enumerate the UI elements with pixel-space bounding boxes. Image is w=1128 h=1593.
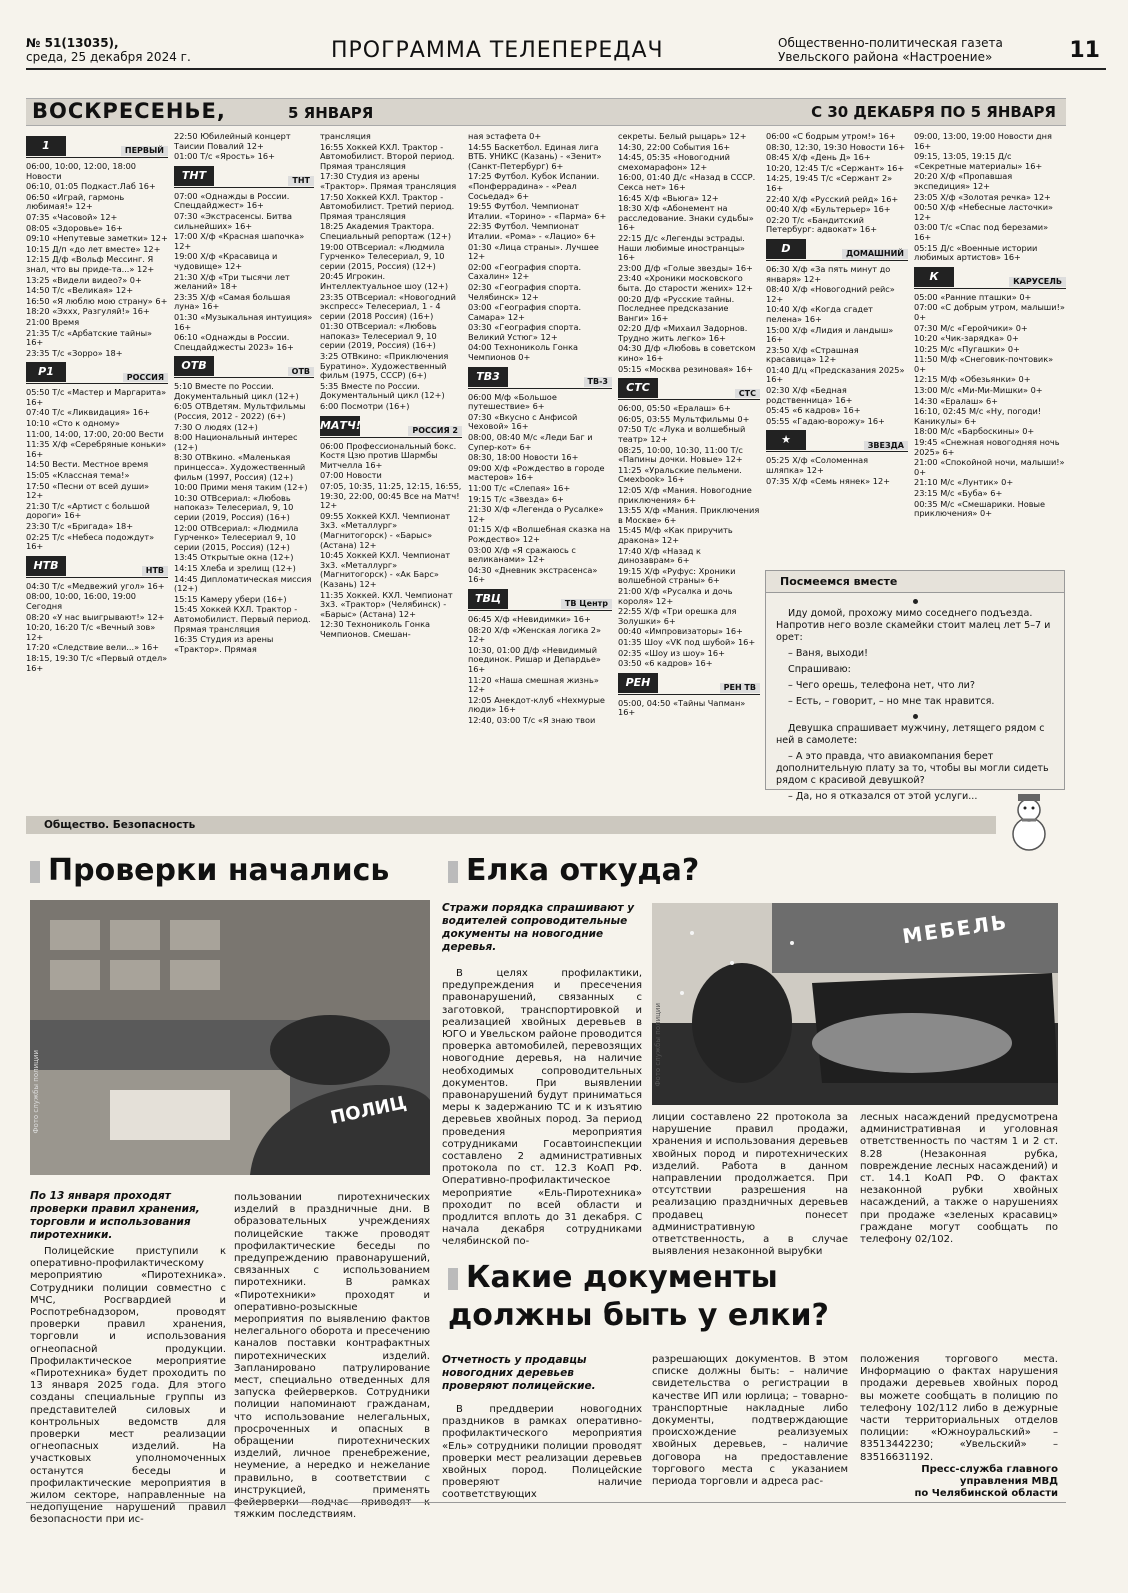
article-2-column-3 [860, 1112, 1058, 1246]
program-listing: 03:30 «География спорта. Великий Устюг» 12+ [468, 322, 582, 342]
program-listing: 02:20 Т/с «Бандитский Петербург: адвокат» 16+ [766, 214, 878, 235]
article-3-signature: Пресс-служба главного [921, 1463, 1058, 1475]
program-listing: 8:30 ОТВкино. «Маленькая принцесса». Художественный фильм (1997, Россия) (12+) [174, 452, 306, 482]
program-listing: 12:40, 03:00 Т/с «Я знаю твои [468, 714, 596, 725]
program-listing: 08:20 Х/ф «Женская логика 2» 12+ [468, 624, 602, 645]
bullet-dot [913, 599, 918, 604]
program-listing: 21:00 Время [26, 316, 80, 327]
joke-line: – Ваня, выходи! [788, 648, 868, 659]
article-3-lead: Отчетность у продавцы новогодних деревьев проверяют полицейские. [442, 1354, 596, 1392]
program-listing: 20:45 Игрокин. Интеллектуальное шоу (12+) [320, 271, 449, 291]
program-listing: 11:25 «Уральские пельмени. Смехbook» 16+ [618, 464, 742, 485]
program-listing: 08:30, 18:00 Новости 16+ [468, 452, 579, 463]
channel-header [618, 378, 760, 400]
channel-header [174, 356, 314, 378]
program-listing: 22:55 Х/ф «Три орешка для Золушки» 6+ [618, 606, 737, 626]
joke-line: – Чего орешь, телефона нет, что ли? [788, 680, 975, 691]
bullet-dot [913, 714, 918, 719]
program-listing: 21:30 Х/ф «Легенда о Русалке» 12+ [468, 504, 604, 524]
program-listing: 21:30 Х/ф «Три тысячи лет желаний» 18+ [174, 271, 290, 292]
program-listing: 13:25 «Видели видео?» 0+ [26, 274, 142, 285]
program-listing: 10:20, 16:20 Т/с «Вечный зов» 12+ [26, 622, 156, 642]
program-listing: 23:40 «Хроники московского быта. До старости жених» 12+ [618, 273, 754, 293]
program-listing: 14:50 Т/с «Великая» 12+ [26, 285, 134, 296]
channel-logo: ТНТ [174, 166, 214, 186]
program-listing: 17:00 Х/ф «Красная шапочка» 12+ [174, 231, 305, 251]
channel-name: ЗВЕЗДА [864, 441, 908, 451]
channel-name: ДОМАШНИЙ [842, 249, 908, 259]
channel-header [26, 136, 168, 158]
article-2-headline: Елка откуда? [448, 855, 699, 887]
program-listing: 05:25 Х/ф «Соломенная шляпка» 12+ [766, 455, 869, 476]
program-listing: 22:15 Д/с «Легенды эстрады. Наши любимые иностранцы» 16+ [618, 232, 745, 263]
program-listing: 06:30 Х/ф «За пять минут до января» 12+ [766, 263, 891, 284]
program-listing: 13:45 Открытые окна (12+) [174, 552, 294, 563]
program-listing: 10:15 Д/п «до лет вместе» 12+ [26, 243, 161, 254]
program-listing: ная эстафета 0+ [468, 131, 542, 141]
program-listing: 05:55 «Гадаю-ворожу» 16+ [766, 415, 885, 426]
program-listing: 02:30 Х/ф «Бедная родственница» 16+ [766, 385, 853, 405]
program-listing: 23:35 Х/ф «Самая большая луна» 16+ [174, 291, 291, 312]
program-listing: 23:35 ОТВсериал: «Новогодний экспресс» Телесериал, 1 - 4 серии (2018 Россия) (16+) [320, 291, 456, 321]
program-listing: 17:50 Хоккей КХЛ. Трактор - Автомобилист. Третий период. Прямая трансляция [320, 191, 455, 221]
program-listing: 01:30 «Лица страны». Лучшее 12+ [468, 241, 599, 262]
program-listing: 06:00 «С бодрым утром!» 16+ [766, 131, 896, 141]
program-listing: 22:35 Футбол. Чемпионат Италии. «Рома» - «Лацио» 6+ [468, 221, 597, 241]
article-1-column-1 [30, 1246, 226, 1526]
article-2-paragraph: В целях профилактики, предупреждения и пресечения правонарушений, связанных с заготовкой, транспортировкой и реализацией хвойных деревьев в ЮГО и Увельском районе проводится проверка автомобилей, перевозящих новогодние деревья, на наличие необходимых сопроводительных документов. При выявлении правонарушений будут приниматься меры к задержанию ТС и к изъятию деревьев хвойных пород. За период проведения мероприятия сотрудниками Госавтоинспекции составлено 2 административных протокола по ст. 12.3 КоАП РФ. Оперативно-профилактическое мероприятие «Ель-Пиротехника» проходит по всей области и продлится вплоть до 31 декабря. С начала декабря сотрудниками челябинской по- [442, 968, 642, 1248]
program-listing: 12:15 М/ф «Обезьянки» 0+ [914, 374, 1031, 385]
program-listing: 18:20 «Эххх, Разгуляй!» 16+ [26, 306, 150, 317]
program-listing: 07:30 «Экстрасенсы. Битва сильнейших» 16+ [174, 210, 292, 231]
program-listing: 14:25, 19:45 Т/с «Сержант 2» 16+ [766, 173, 893, 193]
channel-logo: К [914, 267, 954, 287]
program-listing: 00:50 Х/ф «Небесные ласточки» 12+ [914, 202, 1054, 222]
channel-header [618, 673, 760, 695]
program-listing: 23:05 Х/ф «Золотая речка» 12+ [914, 191, 1051, 202]
program-listing: 6:05 ОТВдетям. Мультфильмы (Россия, 2012 - 2022) (6+) [174, 401, 306, 422]
channel-logo: ★ [766, 430, 806, 450]
police-patch-text: ПОЛИЦ [328, 1092, 409, 1129]
program-listing: 06:00, 05:50 «Ералаш» 6+ [618, 403, 731, 414]
program-listing: 05:50 Т/с «Мастер и Маргарита» 16+ [26, 387, 167, 407]
program-listing: трансляция [320, 131, 371, 141]
masthead [26, 34, 1106, 70]
program-listing: 09:15, 13:05, 19:15 Д/с «Секретные материалы» 16+ [914, 151, 1043, 171]
day-date: 5 ЯНВАРЯ [288, 104, 374, 122]
channel-name: ПЕРВЫЙ [121, 146, 168, 156]
program-listing: 08:25, 10:00, 10:30, 11:00 Т/с «Папины дочки. Новые» 12+ [618, 444, 743, 465]
program-listing: 06:00 М/ф «Большое путешествие» 6+ [468, 391, 557, 412]
program-listing: 04:00 Технониколь Гонка Чемпионов 0+ [468, 342, 579, 363]
program-listing: 10:20 «Чик-зарядка» 0+ [914, 333, 1019, 344]
program-listing: 08:00, 10:00, 16:00, 19:00 Сегодня [26, 591, 136, 611]
article-3-signature: по Челябинской области [914, 1488, 1058, 1500]
program-listing: 06:10, 01:05 Подкаст.Лаб 16+ [26, 181, 156, 192]
joke-line: Иду домой, прохожу мимо соседнего подъезда. Напротив него возле скамейки стоит малец лет 5–7 и орет: [776, 608, 1051, 643]
program-listing: 07:00 «С добрым утром, малыши!» 0+ [914, 302, 1065, 322]
issue-date: среда, 25 декабря 2024 г. [26, 50, 191, 64]
program-listing: 8:00 Национальный интерес (12+) [174, 432, 298, 452]
program-listing: 23:35 Т/с «Зорро» 18+ [26, 347, 123, 358]
program-listing: 17:25 Футбол. Кубок Испании. «Понферрадина» - «Реал Сосьедад» 6+ [468, 171, 600, 201]
channel-name: ОТВ [288, 367, 314, 377]
program-listing: 19:45 «Снежная новогодняя ночь 2025» 6+ [914, 437, 1060, 457]
program-listing: 09:00, 13:00, 19:00 Новости дня 16+ [914, 131, 1052, 151]
program-listing: 08:00, 08:40 М/с «Леди Баг и Супер-кот» 6+ [468, 432, 593, 452]
program-listing: 18:15, 19:30 Т/с «Первый отдел» 16+ [26, 652, 168, 673]
program-listing: 19:00 ОТВсериал: «Людмила Гурченко» Телесериал, 9, 10 серии (2015, Россия) (12+) [320, 241, 445, 271]
program-listing: 14:55 Баскетбол. Единая лига ВТБ. УНИКС (Казань) - «Зенит» (Санкт-Петербург) 6+ [468, 141, 602, 171]
program-listing: 14:30, 22:00 События 16+ [618, 141, 731, 152]
channel-logo: СТС [618, 378, 658, 398]
program-listing: 01:30 «Музыкальная интуиция» 16+ [174, 311, 313, 332]
program-listing: 00:35 М/с «Смешарики. Новые приключения» 0+ [914, 498, 1046, 519]
program-listing: 01:15 Х/ф «Волшебная сказка на Рождество» 12+ [468, 524, 611, 544]
article-3-paragraph: положения торгового места. Информацию о фактах нарушения продажи деревьев хвойных пород вы можете сообщать в полицию по телефону 102/112 либо в дежурные части территориальных отделов полиции: «Южноуральский» – 83513442230; «Увельский» – 83516631192. [860, 1354, 1058, 1463]
program-listing: 16:35 Студия из арены «Трактор». Прямая [174, 634, 274, 654]
article-1-lead: По 13 января проходят проверки правил хранения, торговли и использования пиротехники. [30, 1190, 200, 1241]
tv-column [914, 132, 1066, 562]
joke-line: – Есть, – говорит, – но мне так нравится. [788, 696, 995, 707]
program-listing: 03:00 Т/с «Спас под березами» 16+ [914, 222, 1049, 242]
program-listing: 07:30 М/с «Геройчики» 0+ [914, 322, 1028, 333]
program-listing: 00:40 «Импровизаторы» 16+ [618, 626, 743, 637]
day-banner [26, 98, 1066, 126]
program-listing: 08:30, 12:30, 19:30 Новости 16+ [766, 141, 906, 152]
tv-column [766, 132, 908, 562]
program-listing: 03:00 «География спорта. Самара» 12+ [468, 302, 582, 322]
channel-name: РОССИЯ [123, 373, 168, 383]
program-listing: 08:40 Х/ф «Новогодний рейс» 12+ [766, 284, 895, 304]
program-listing: 14:45, 05:35 «Новогодний смехомарафон» 12+ [618, 152, 730, 172]
program-listing: 17:40 Х/ф «Назад к динозаврам» 6+ [618, 545, 701, 566]
program-listing: 15:00 Х/ф «Лидия и ландыш» 16+ [766, 324, 894, 345]
program-listing: 23:50 Х/ф «Страшная красавица» 12+ [766, 344, 859, 365]
channel-logo: ТВ3 [468, 367, 508, 387]
channel-name: РЕН ТВ [720, 683, 760, 693]
program-listing: 09:55 Хоккей КХЛ. Чемпионат 3х3. «Металлург» (Магнитогорск) - «Барыс» (Астана) 12+ [320, 510, 451, 550]
channel-logo: МАТЧ! [320, 416, 360, 436]
article-3-paragraph: В преддверии новогодних праздников в рамках оперативно-профилактического мероприятия «Ель» сотрудники полиции проводят проверки мест реализации деревьев хвойных пород. Полицейские проверяют наличие соответствующих [442, 1404, 642, 1501]
channel-header [766, 430, 908, 452]
photo-credit: Фото службы полиции [32, 1050, 40, 1134]
issue-info [26, 36, 191, 64]
program-listing: 17:30 Студия из арены «Трактор». Прямая трансляция [320, 171, 457, 191]
article-1-paragraph: пользовании пиротехнических изделий в праздничные дни. В образовательных учреждениях полицейские также проводят профилактические беседы по предупреждению правонарушений, связанных с использованием пиротехники. В рамках «Пиротехники» проходят и оперативно-розыскные мероприятия по выявлению фактов нелегального оборота и пресечению каналов поставки контрафактных пиротехнических изделий. Запланировано патрулирование мест, специально отведенных для запуска фейерверков. Сотрудники полиции напоминают гражданам, что использование нелегальных, просроченных и опасных в обращении пиротехнических изделий, личное пренебрежение, неумение, а нередко и нежелание правильно, в соответствии с инструкцией, применять фейерверки подчас приводят к тяжким последствиям. [234, 1192, 430, 1521]
program-listing: 07:35 Х/ф «Семь нянек» 12+ [766, 475, 891, 486]
program-listing: 07:00 Новости [320, 470, 382, 481]
channel-name: СТС [735, 389, 760, 399]
program-listing: 7:30 О людях (12+) [174, 421, 258, 432]
channel-logo: ОТВ [174, 356, 214, 376]
program-listing: 15:15 Камеру убери (16+) [174, 593, 287, 604]
program-listing: 00:20 Д/ф «Русские тайны. Последнее предсказание Ванги» 16+ [618, 293, 735, 323]
program-listing: 05:15 Д/с «Военные истории любимых артистов» 16+ [914, 242, 1038, 263]
program-listing: 09:00 Х/ф «Рождество в городе мастеров» 16+ [468, 462, 605, 483]
program-listing: 08:45 Х/ф «День Д» 16+ [766, 152, 871, 163]
program-listing: 09:10 «Непутевые заметки» 12+ [26, 233, 168, 244]
program-listing: 21:35 Т/с «Арбатские тайны» 16+ [26, 327, 153, 348]
channel-name: НТВ [142, 566, 168, 576]
section-bar: Общество. Безопасность [26, 816, 996, 834]
article-3-headline-line-2: должны быть у елки? [448, 1298, 829, 1333]
tv-column [320, 132, 462, 792]
program-listing: 04:30 «Дневник экстрасенса» 16+ [468, 564, 598, 585]
program-listing: 08:05 «Здоровье» 16+ [26, 222, 123, 233]
program-listing: 13:55 Х/ф «Мания. Приключения в Москве» 6+ [618, 505, 760, 525]
channel-logo: Р1 [26, 362, 66, 382]
program-listing: 14:45 Дипломатическая миссия (12+) [174, 573, 312, 594]
program-listing: 02:35 «Шоу из шоу» 16+ [618, 647, 725, 658]
article-1-headline: Проверки начались [30, 855, 389, 887]
program-listing: 05:00, 04:50 «Тайны Чапман» 16+ [618, 697, 746, 718]
article-3-headline-line-1: Какие документы [448, 1262, 778, 1294]
police-inspection-image [30, 900, 430, 1175]
program-listing: 08:20 «У нас выигрывают!» 12+ [26, 611, 165, 622]
program-listing: 11:35 Хоккей. КХЛ. Чемпионат 3х3. «Трактор» (Челябинск) - «Барыс» (Астана) 12+ [320, 589, 453, 619]
program-listing: 12:05 Х/ф «Мания. Новогодние приключения» 6+ [618, 485, 752, 505]
program-listing: 18:00 М/с «Барбоскины» 0+ [914, 426, 1035, 437]
program-listing: 19:15 Т/с «Звезда» 6+ [468, 493, 564, 504]
program-listing: 11:00 Т/с «Слепая» 16+ [468, 483, 571, 493]
program-listing: 15:45 М/ф «Как приручить дракона» 12+ [618, 525, 733, 545]
program-listing: 22:40 Х/ф «Русский рейд» 16+ [766, 193, 899, 204]
program-listing: 5:35 Вместе по России. Документальный цикл (12+) [320, 380, 445, 401]
program-listing: 22:50 Юбилейный концерт Таисии Повалий 12+ [174, 131, 291, 151]
channel-name: ТВ-3 [584, 377, 612, 387]
program-listing: 10:30, 01:00 Д/ф «Невидимый поединок. Ришар и Депардье» 16+ [468, 644, 601, 674]
article-2-paragraph: лесных насаждений предусмотрена административная и уголовная ответственность по частям 1 и 2 ст. 8.28 (Незаконная рубка, повреждение лесных насаждений) и ст. 14.1 КоАП РФ. О фактах незаконной рубки хвойных насаждений, а также о нарушениях при продаже «зеленых красавиц» граждане могут сообщать по телефону 02/102. [860, 1112, 1058, 1246]
program-listing: 05:15 «Москва резиновая» 16+ [618, 363, 754, 374]
channel-logo: D [766, 239, 806, 259]
program-listing: 04:30 Т/с «Медвежий угол» 16+ [26, 580, 165, 591]
program-listing: 14:50 Вести. Местное время [26, 459, 149, 470]
program-listing: 02:30 «География спорта. Челябинск» 12+ [468, 281, 582, 302]
program-listing: 01:35 Шоу «VK под шубой» 16+ [618, 636, 756, 647]
program-listing: 21:00 «Спокойной ночи, малыши!» 0+ [914, 457, 1065, 477]
program-listing: 19:55 Футбол. Чемпионат Италии. «Торино» - «Парма» 6+ [468, 201, 607, 221]
program-listing: 02:00 «География спорта. Сахалин» 12+ [468, 261, 582, 282]
tv-column [468, 132, 612, 792]
program-listing: 01:00 Т/с «Ярость» 16+ [174, 151, 275, 162]
program-listing: 21:30 Т/с «Артист с большой дороги» 16+ [26, 500, 150, 521]
program-listing: 18:30 Х/ф «Абонемент на расследование. Знаки судьбы» 16+ [618, 203, 754, 233]
program-listing: 11:50 М/ф «Снеговик-почтовик» 0+ [914, 354, 1054, 374]
program-listing: 06:50 «Играй, гармонь любимая!» 12+ [26, 191, 125, 212]
program-listing: 06:10 «Однажды в России. Спецдайджесты 2023» 16+ [174, 332, 294, 352]
channel-header [174, 166, 314, 188]
article-3-column-2 [652, 1354, 848, 1492]
joke-line: Спрашиваю: [788, 664, 851, 675]
bottom-rule [26, 1502, 1066, 1503]
joke-title: Посмеемся вместе [766, 571, 1064, 593]
channel-header [468, 589, 612, 611]
program-listing: 00:40 Х/ф «Бультерьер» 16+ [766, 204, 891, 215]
program-listing: 16:50 «Я люблю мою страну» 6+ [26, 295, 168, 306]
program-listing: 12:00 ОТВсериал: «Людмила Гурченко» Телесериал 9, 10 серии (2015, Россия) (12+) [174, 522, 299, 552]
program-listing: 12:05 Анекдот-клуб «Нехмурые люди» 16+ [468, 694, 605, 715]
program-listing: 15:45 Хоккей КХЛ. Трактор - Автомобилист. Первый период. Прямая трансляция [174, 604, 311, 634]
photo-credit: Фото службы полиции [654, 1003, 662, 1087]
channel-name: ТНТ [288, 176, 314, 186]
program-listing: 05:00 «Ранние пташки» 0+ [914, 291, 1032, 302]
joke-box [765, 570, 1065, 802]
program-listing: 23:15 М/с «Буба» 6+ [914, 488, 1003, 498]
program-listing: 06:05, 03:55 Мультфильмы 0+ [618, 413, 750, 424]
channel-logo: НТВ [26, 556, 66, 576]
tv-column [174, 132, 314, 792]
article-3-signature: управления МВД [959, 1476, 1058, 1488]
program-listing: 03:00 Х/ф «Я сражаюсь с великанами» 12+ [468, 544, 576, 565]
article-2-column-2 [652, 1112, 848, 1258]
channel-logo: 1 [26, 136, 66, 156]
channel-name: КАРУСЕЛЬ [1009, 277, 1066, 287]
program-listing: 02:20 Д/ф «Михаил Задорнов. Трудно жить легко» 16+ [618, 323, 748, 343]
program-listing: 16:45 Х/ф «Вьюга» 12+ [618, 192, 719, 203]
program-listing: 07:40 Т/с «Ликвидация» 16+ [26, 407, 151, 418]
channel-header [26, 556, 168, 578]
program-listing: 11:35 Х/ф «Серебряные коньки» 16+ [26, 439, 167, 459]
program-listing: 10:20, 12:45 Т/с «Сержант» 16+ [766, 162, 905, 173]
article-1-paragraph: Полицейские приступили к оперативно-профилактическому мероприятию «Пиротехника». Сотрудники полиции совместно с МЧС, Росгвардией и Роспотребнадзором, проводят проверки правил хранения, торговли и использования огнеопасной продукции. Профилактическое мероприятие «Пиротехника» будет проходить по 13 января 2025 года. Для этого созданы специальные группы из представителей силовых и контрольных ведомств для проверки мест реализации огнеопасных изделий. На участковых уполномоченных останутся беседы и профилактические мероприятия в жилом секторе, направленные на недопущение нарушений правил безопасности при ис- [30, 1246, 226, 1526]
joke-line: Девушка спрашивает мужчину, летящего рядом с ней в самолете: [776, 723, 1045, 746]
program-listing: 10:40 Х/ф «Когда сгадет пелена» 16+ [766, 304, 873, 324]
program-listing: 12:15 Д/ф «Вольф Мессинг. Я знал, что вы приде-та...» 12+ [26, 254, 155, 274]
channel-header [26, 362, 168, 384]
article-3-paragraph: разрешающих документов. В этом списке должны быть: – наличие свидетельства о регистрации в качестве ИП или юрлица; – товарно-транспортные накладные либо документы, подтверждающие происхождение реализуемых хвойных деревьев, – наличие договора на предоставление торгового места с указанием периода торговли и адреса рас- [652, 1354, 848, 1488]
program-listing: 18:25 Академия Трактора. Специальный репортаж (12+) [320, 221, 452, 241]
program-listing: 06:00, 10:00, 12:00, 18:00 Новости [26, 161, 136, 181]
program-listing: 07:50 Т/с «Лука и волшебный театр» 12+ [618, 424, 746, 445]
program-listing: 05:45 «6 кадров» 16+ [766, 405, 861, 416]
article-2-column-1 [442, 968, 642, 1248]
program-listing: 07:30 «Вкусно с Анфисой Чеховой» 16+ [468, 411, 578, 432]
article-2-paragraph: лиции составлено 22 протокола за нарушение правил продажи, хранения и использования деревьев хвойных пород и пиротехнических изделий. Работа в данном направлении продолжается. При отсутствии разрешения на реализацию праздничных деревьев продавец понесет административную ответственность, а в случае выявления незаконной вырубки [652, 1112, 848, 1258]
channel-logo: РЕН [618, 673, 658, 693]
program-listing: 07:00 «Однажды в России. Спецдайджест» 16+ [174, 190, 290, 211]
program-listing: 16:00, 01:40 Д/с «Назад в СССР. Секса нет» 16+ [618, 172, 756, 192]
joke-line: – Да, но я отказался от этой услуги... [788, 791, 978, 802]
program-listing: 06:45 Х/ф «Невидимки» 16+ [468, 613, 591, 624]
channel-header [766, 239, 908, 261]
program-listing: 16:10, 02:45 М/с «Ну, погоди! Каникулы» 6+ [914, 406, 1042, 426]
program-listing: 04:30 Д/ф «Любовь в советском кино» 16+ [618, 343, 756, 364]
channel-name: ТВ Центр [561, 599, 612, 609]
program-listing: 3:25 ОТВкино: «Приключения Буратино». Художественный фильм (1975, СССР) (6+) [320, 351, 449, 381]
program-listing: 10:45 Хоккей КХЛ. Чемпионат 3х3. «Металлург» (Магнитогорск) - «Ак Барс» (Казань) 12+ [320, 550, 451, 589]
program-listing: 21:00 Х/ф «Русалка и дочь короля» 12+ [618, 585, 733, 606]
article-3-column-3 [860, 1354, 1058, 1500]
issue-number: № 51(13035), [26, 36, 119, 50]
program-listing: 21:10 М/с «Лунтик» 0+ [914, 477, 1014, 488]
program-listing: 01:30 ОТВсериал: «Любовь напоказ» Телесериал 9, 10 серии (2019, Россия) (16+) [320, 321, 437, 351]
article-2-lead: Стражи порядка спрашивают у водителей сопроводительные документы на новогодние деревья. [442, 902, 635, 953]
program-listing: 10:10 «Сто к одному» [26, 418, 120, 429]
program-listing: 23:30 Т/с «Бригада» 18+ [26, 521, 134, 531]
section-title: ПРОГРАММА ТЕЛЕПЕРЕДАЧ [331, 38, 664, 63]
page-number: 11 [1069, 38, 1100, 63]
program-listing: 13:00 М/с «Ми-Ми-Мишки» 0+ [914, 385, 1043, 396]
channel-name: РОССИЯ 2 [408, 426, 462, 436]
program-listing: 10:25 М/с «Пугашки» 0+ [914, 343, 1020, 354]
program-listing: 20:20 Х/ф «Пропавшая экспедиция» 12+ [914, 171, 1013, 191]
program-listing: 16:55 Хоккей КХЛ. Трактор - Автомобилист. Второй период. Прямая трансляция [320, 141, 455, 171]
program-listing: 14:30 «Ералаш» 6+ [914, 395, 999, 406]
program-listing: 6:00 Посмотри (16+) [320, 401, 410, 412]
day-name: ВОСКРЕСЕНЬЕ, [32, 99, 226, 123]
program-listing: 14:15 Хлеба и зрелищ (12+) [174, 562, 296, 573]
shop-sign: МЕБЕЛЬ [900, 909, 1010, 949]
joke-line: – А это правда, что авиакомпания берет дополнительную плату за то, чтобы вы могли сидеть рядом с красивой девушкой? [776, 751, 1049, 786]
article-1-column-2 [234, 1192, 430, 1521]
program-listing: 06:00 Профессиональный бокс. Костя Цзю против Шармбы Митчелла 16+ [320, 440, 457, 470]
tv-column [26, 132, 168, 792]
program-listing: 02:25 Т/с «Небеса подождут» 16+ [26, 531, 155, 552]
program-listing: 07:05, 10:35, 11:25, 12:15, 16:55, 19:30, 22:00, 00:45 Все на Матч! 12+ [320, 481, 462, 511]
program-listing: 12:30 Технониколь Гонка Чемпионов. Смешан- [320, 619, 431, 639]
program-listing: 23:00 Д/ф «Голые звезды» 16+ [618, 262, 753, 273]
snowman-icon [1000, 790, 1058, 854]
channel-header [320, 416, 462, 438]
program-listing: 10:00 Прими меня таким (12+) [174, 482, 308, 493]
program-listing: 15:05 «Классная тема!» [26, 470, 130, 481]
article-1-photo [30, 900, 430, 1175]
article-2-photo [652, 903, 1058, 1105]
program-listing: 11:00, 14:00, 17:00, 20:00 Вести [26, 428, 164, 439]
program-listing: 17:20 «Следствие вели...» 16+ [26, 642, 160, 653]
channel-header [468, 367, 612, 389]
program-listing: 01:40 Д/ц «Предсказания 2025» 16+ [766, 364, 905, 385]
article-3-column-1 [442, 1404, 642, 1501]
program-listing: 10:30 ОТВсериал: «Любовь напоказ» Телесериал, 9, 10 серии (2019, Россия) (16+) [174, 492, 294, 522]
channel-logo: ТВЦ [468, 589, 508, 609]
program-listing: 17:50 «Песни от всей души» 12+ [26, 480, 150, 501]
program-listing: 19:15 Х/ф «Руфус: Хроники волшебной страны» 6+ [618, 565, 736, 586]
program-listing: 11:20 «Наша смешная жизнь» 12+ [468, 674, 599, 695]
program-listing: 5:10 Вместе по России. Документальный цикл (12+) [174, 381, 299, 401]
program-listing: секреты. Белый рыцарь» 12+ [618, 131, 747, 141]
program-listing: 19:00 Х/ф «Красавица и чудовище» 12+ [174, 251, 278, 271]
paper-name: Общественно-политическая газета Увельского района «Настроение» [778, 36, 1003, 64]
program-listing: 03:50 «6 кадров» 16+ [618, 658, 713, 669]
week-range: С 30 ДЕКАБРЯ ПО 5 ЯНВАРЯ [811, 103, 1056, 121]
program-listing: 07:35 «Часовой» 12+ [26, 211, 118, 222]
tv-column [618, 132, 760, 792]
channel-header [914, 267, 1066, 289]
